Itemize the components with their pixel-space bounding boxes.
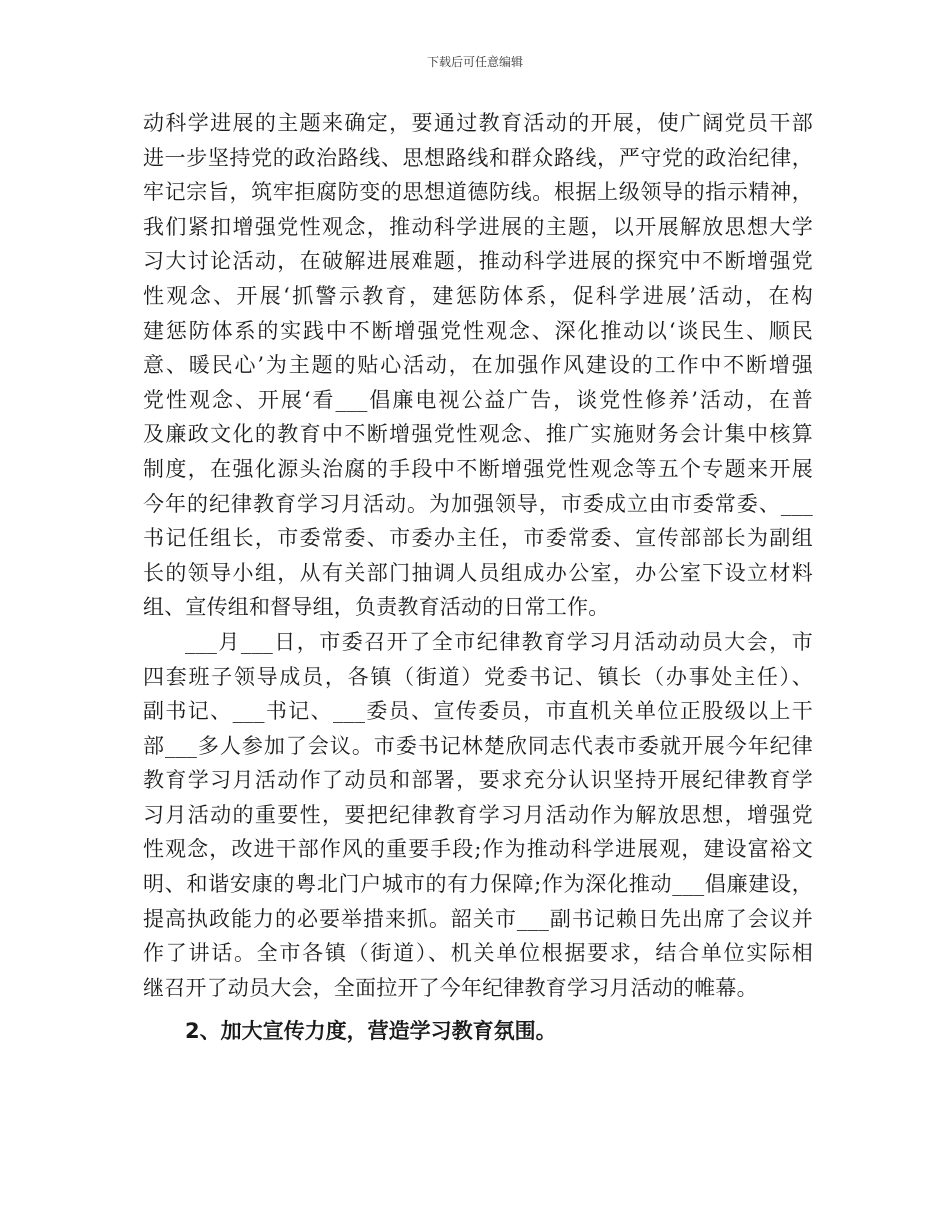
text-line: 党性观念、开展‘看___倡廉电视公益广告，谈党性修养’活动，在普 [143, 387, 813, 412]
paragraph [143, 625, 813, 1006]
text-line: 明、和谐安康的粤北门户城市的有力保障;作为深化推动___倡廉建设， [143, 872, 813, 897]
text-line: 书记任组长，市委常委、市委办主任，市委常委、宣传部部长为副组 [143, 526, 813, 551]
text-line: 提高执政能力的必要举措来抓。韶关市___副书记赖日先出席了会议并 [143, 906, 813, 931]
text-line: 动科学进展的主题来确定，要通过教育活动的开展，使广阔党员干部 [143, 111, 813, 135]
text-line: 长的领导小组，从有关部门抽调人员组成办公室，办公室下设立材料 [143, 560, 813, 585]
text-line: 制度，在强化源头治腐的手段中不断增强党性观念等五个专题来开展 [143, 456, 813, 481]
paragraph [143, 106, 813, 625]
text-line: ___月___日，市委召开了全市纪律教育学习月活动动员大会，市 [185, 629, 813, 654]
text-line: 及廉政文化的教育中不断增强党性观念、推广实施财务会计集中核算 [143, 422, 813, 447]
text-line: 性观念，改进干部作风的重要手段;作为推动科学进展观，建设富裕文 [143, 837, 813, 862]
section-heading: 2、加大宣传力度，营造学习教育氛围。 [185, 1019, 557, 1044]
text-line: 性观念、开展‘抓警示教育，建惩防体系，促科学进展’活动，在构 [143, 283, 813, 308]
text-line: 进一步坚持党的政治路线、思想路线和群众路线，严守党的政治纪律， [143, 145, 813, 170]
text-line: 今年的纪律教育学习月活动。为加强领导，市委成立由市委常委、___ [143, 491, 813, 516]
text-line: 意、暖民心’为主题的贴心活动，在加强作风建设的工作中不断增强 [143, 353, 813, 378]
text-line: 副书记、___书记、___委员、宣传委员，市直机关单位正股级以上干 [143, 699, 813, 724]
page-header: 下载后可任意编辑 [426, 55, 523, 69]
text-line: 建惩防体系的实践中不断增强党性观念、深化推动以‘谈民生、顺民 [143, 318, 813, 343]
text-line: 组、宣传组和督导组，负责教育活动的日常工作。 [143, 595, 610, 620]
text-line: 教育学习月活动作了动员和部署，要求充分认识坚持开展纪律教育学 [143, 768, 813, 793]
text-line: 四套班子领导成员，各镇（街道）党委书记、镇长（办事处主任）、 [143, 664, 813, 689]
text-line: 继召开了动员大会，全面拉开了今年纪律教育学习月活动的帷幕。 [143, 975, 758, 1000]
paragraph-container [143, 106, 813, 1005]
text-line: 习大讨论活动，在破解进展难题，推动科学进展的探究中不断增强党 [143, 249, 813, 274]
text-line: 作了讲话。全市各镇（街道）、机关单位根据要求，结合单位实际相 [143, 941, 813, 966]
document-body [143, 106, 813, 1051]
text-line: 牢记宗旨，筑牢拒腐防变的思想道德防线。根据上级领导的指示精神， [143, 180, 813, 205]
text-line: 部___多人参加了会议。市委书记林楚欣同志代表市委就开展今年纪律 [143, 733, 813, 758]
text-line: 习月活动的重要性，要把纪律教育学习月活动作为解放思想，增强党 [143, 802, 813, 827]
text-line: 我们紧扣增强党性观念，推动科学进展的主题，以开展解放思想大学 [143, 214, 813, 239]
